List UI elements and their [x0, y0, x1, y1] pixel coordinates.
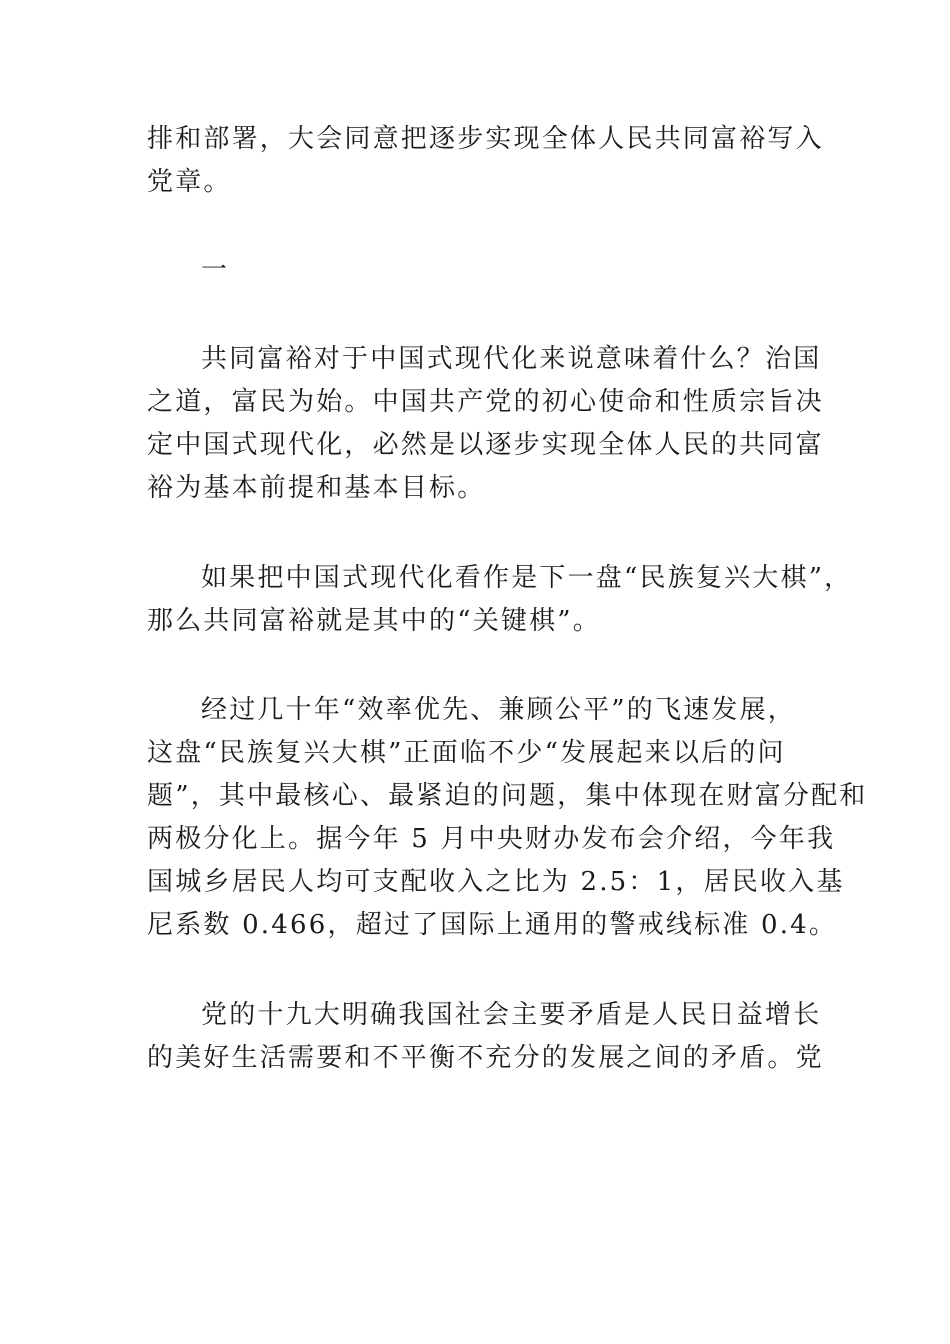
paragraph-3-line-6: 尼系数 0.466，超过了国际上通用的警戒线标准 0.4。 — [147, 910, 838, 940]
paragraph-1-line-1: 共同富裕对于中国式现代化来说意味着什么？治国 — [201, 344, 822, 374]
paragraph-2-line-2: 那么共同富裕就是其中的“关键棋”。 — [147, 606, 601, 636]
paragraph-3-line-3: 题”，其中最核心、最紧迫的问题，集中体现在财富分配和 — [147, 781, 868, 811]
paragraph-1-line-2: 之道，富民为始。中国共产党的初心使命和性质宗旨决 — [147, 387, 824, 417]
paragraph-0-line-2: 党章。 — [147, 167, 232, 197]
paragraph-4-line-2: 的美好生活需要和不平衡不充分的发展之间的矛盾。党 — [147, 1043, 824, 1073]
paragraph-3-line-1: 经过几十年“效率优先、兼顾公平”的飞速发展， — [201, 695, 796, 725]
paragraph-3-line-5: 国城乡居民人均可支配收入之比为 2.5：1，居民收入基 — [147, 867, 845, 897]
section-heading: 一 — [201, 255, 230, 285]
paragraph-3-line-2: 这盘“民族复兴大棋”正面临不少“发展起来以后的问 — [147, 738, 786, 768]
paragraph-3-line-4: 两极分化上。据今年 5 月中央财办发布会介绍，今年我 — [147, 824, 836, 854]
paragraph-1-line-4: 裕为基本前提和基本目标。 — [147, 473, 486, 503]
paragraph-2-line-1: 如果把中国式现代化看作是下一盘“民族复兴大棋”， — [201, 563, 853, 593]
paragraph-1-line-3: 定中国式现代化，必然是以逐步实现全体人民的共同富 — [147, 430, 824, 460]
paragraph-4-line-1: 党的十九大明确我国社会主要矛盾是人民日益增长 — [201, 1000, 822, 1030]
paragraph-0-line-1: 排和部署，大会同意把逐步实现全体人民共同富裕写入 — [147, 124, 824, 154]
